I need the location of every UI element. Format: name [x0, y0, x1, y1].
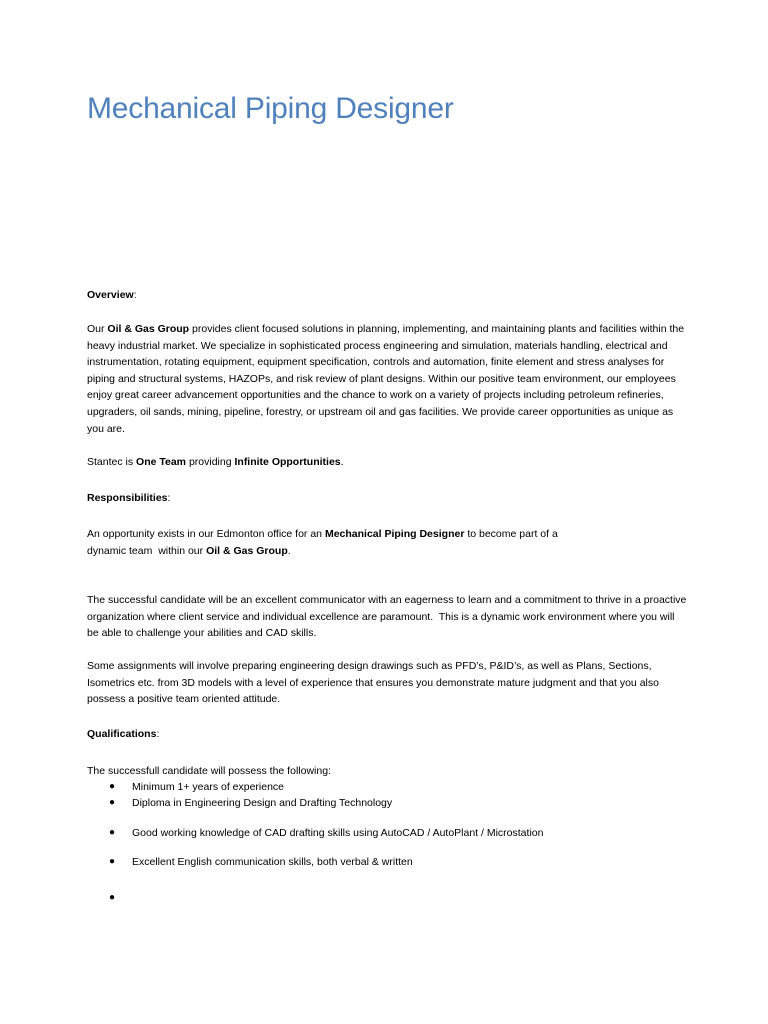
responsibilities-heading-text: Responsibilities: [87, 492, 168, 504]
resp-paragraph-3-text: Some assignments will involve preparing engineering design drawings such as PFD’s, P&ID’s, as well as Plans, Sections, Isometrics etc. from 3D models with a level of experience that ensures you demonstrate mature judgment and that you also possess a positive team oriented attitude.: [87, 660, 659, 706]
overview-paragraph: [87, 321, 687, 437]
qualifications-list-3: [87, 854, 687, 870]
stantec-paragraph: [87, 454, 687, 471]
responsibilities-paragraph-1: [87, 526, 687, 559]
infinite-opportunities-bold: Infinite Opportunities: [234, 456, 341, 468]
overview-text-2: provides client focused solutions in planning, implementing, and maintaining plants and facilities within the heavy industrial market. We specialize in sophisticated process engineering and simulation, materials handling, electrical and instrumentation, rotating equipment, equipment specification, controls and automation, finite element and stress analyses for piping and structural systems, HAZOPs, and risk review of plant designs. Within our positive team environment, our employees enjoy great career advancement opportunities and the chance to work on a variety of projects including petroleum refineries, upgraders, oil sands, mining, pipeline, forestry, or upstream oil and gas facilities. We provide career opportunities as unique as you are.: [87, 323, 685, 435]
list-item-text: Minimum 1+ years of experience: [132, 781, 285, 793]
qualifications-list-container: [87, 779, 687, 811]
list-item: [87, 825, 687, 841]
resp-text-1: An opportunity exists in our Edmonton office for an: [87, 528, 325, 540]
overview-section: [87, 287, 687, 304]
resp-text-2: to become part of a: [464, 528, 558, 540]
list-item-text: Excellent English communication skills, both verbal & written: [132, 856, 413, 868]
resp-paragraph-2-text: The successful candidate will be an excellent communicator with an eagerness to learn and a commitment to thrive in a proactive organization where client service and individual excellence are paramount. This is a dynamic work environment where you will be able to challenge your abilities and CAD skills.: [87, 594, 690, 640]
resp-text-4: .: [287, 544, 291, 557]
qualifications-list: [87, 779, 687, 811]
oil-gas-group-bold: Oil & Gas Group: [107, 323, 190, 335]
bullet-icon: ●: [109, 781, 116, 792]
responsibilities-paragraph-2: [87, 592, 690, 642]
bullet-icon: ●: [109, 892, 116, 903]
overview-heading: [87, 287, 687, 304]
one-team-bold: One Team: [136, 456, 187, 468]
list-item: [87, 795, 687, 811]
responsibilities-paragraph-3: [87, 658, 687, 708]
resp-text-3: dynamic team within our: [87, 544, 207, 557]
responsibilities-heading: [87, 490, 687, 507]
bullet-icon: ●: [109, 856, 116, 867]
qualifications-section: [87, 726, 687, 743]
qualifications-list-container-3: [87, 854, 687, 870]
qualifications-intro: [87, 763, 687, 780]
oil-gas-group-bold-2: Oil & Gas Group: [206, 544, 288, 557]
list-item-text: Good working knowledge of CAD drafting skills using AutoCAD / AutoPlant / Microstation: [132, 827, 544, 839]
responsibilities-section: [87, 490, 687, 507]
qualifications-list-2: [87, 825, 687, 841]
list-item: [87, 779, 687, 795]
qualifications-heading: [87, 726, 687, 743]
mechanical-piping-designer-bold: Mechanical Piping Designer: [324, 528, 465, 540]
qualifications-list-container-2: [87, 825, 687, 841]
document-title: Mechanical Piping Designer: [87, 92, 454, 125]
qualifications-intro-text: The successfull candidate will possess the following:: [87, 765, 331, 777]
stantec-text-1: Stantec is: [87, 456, 137, 468]
overview-text-1: Our: [87, 323, 108, 335]
responsibilities-heading-colon: :: [167, 492, 171, 504]
overview-heading-colon: :: [133, 289, 137, 301]
list-item: [87, 854, 687, 870]
stantec-text-2: providing: [186, 456, 235, 468]
list-item-text: Diploma in Engineering Design and Drafting Technology: [132, 797, 393, 809]
bullet-icon: ●: [109, 797, 116, 808]
overview-heading-text: Overview: [87, 289, 134, 301]
bullet-icon: ●: [109, 827, 116, 838]
stantec-text-3: .: [340, 456, 344, 468]
qualifications-heading-colon: :: [156, 728, 160, 740]
qualifications-heading-text: Qualifications: [87, 728, 157, 740]
